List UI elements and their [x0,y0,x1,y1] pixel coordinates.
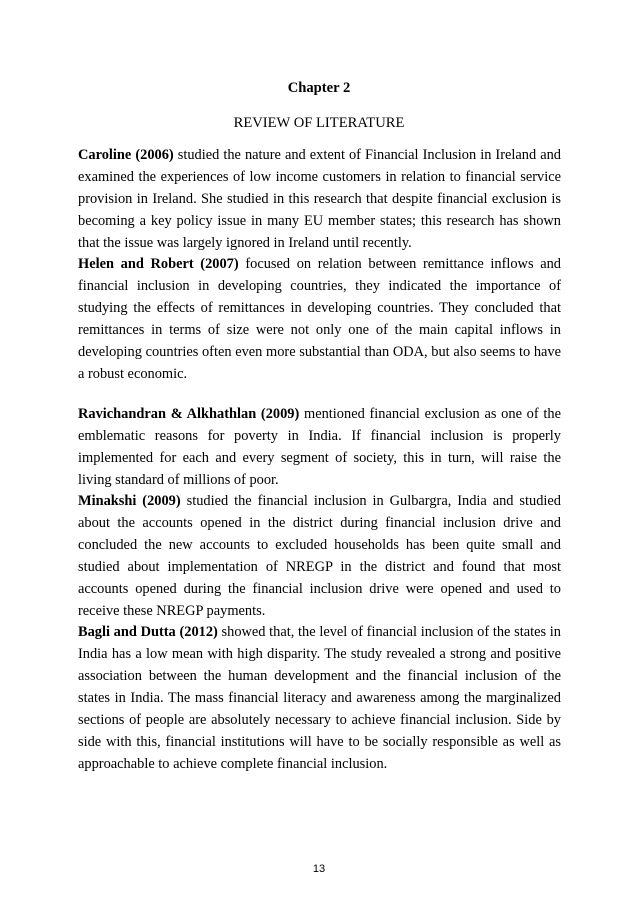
page-number: 13 [312,863,326,875]
citation-author: Bagli and Dutta (2012) [78,624,218,640]
paragraph-text: mentioned financial exclusion as one of the emblematic reasons for poverty in India. If financial inclusion is properly implemented for each and every segment of society, this in turn, will raise the living standard of millions of poor. [78,406,561,488]
literature-paragraph [78,621,561,775]
citation-author: Helen and Robert (2007) [78,256,239,272]
paragraph-text: studied the financial inclusion in Gulbargra, India and studied about the accounts opened in the district during financial inclusion drive and concluded the new accounts to excluded households has been quite small and studied about implementation of NREGP in the district and found that most accounts opened during the financial inclusion drive were opened and used to receive these NREGP payments. [78,493,561,619]
literature-paragraph [78,403,561,491]
citation-author: Ravichandran & Alkhathlan (2009) [78,406,300,422]
paragraph-text: showed that, the level of financial inclusion of the states in India has a low mean with high disparity. The study revealed a strong and positive association between the human development and the financial inclusion of the states in India. The mass financial literacy and awareness among the marginalized sections of people are absolutely necessary to achieve financial inclusion. Side by side with this, financial institutions will have to be socially responsible as well as approachable to achieve complete financial inclusion. [78,624,561,772]
chapter-label: Chapter 2 [287,80,351,96]
citation-author: Caroline (2006) [78,147,174,163]
paragraph-text: focused on relation between remittance inflows and financial inclusion in developing countries, they indicated the importance of studying the effects of remittances in developing countries. They concluded that remittances in terms of size were not only one of the main capital inflows in developing countries often even more substantial than ODA, but also seems to have a robust economic. [78,256,561,382]
section-title: REVIEW OF LITERATURE [233,115,405,131]
literature-paragraph [78,253,561,385]
citation-author: Minakshi (2009) [78,493,181,509]
literature-paragraph [78,144,561,254]
literature-paragraph [78,490,561,622]
paragraph-text: studied the nature and extent of Financial Inclusion in Ireland and examined the experiences of low income customers in relation to financial service provision in Ireland. She studied in this research that despite financial exclusion is becoming a key policy issue in many EU member states; this research has shown that the issue was largely ignored in Ireland until recently. [78,147,561,251]
